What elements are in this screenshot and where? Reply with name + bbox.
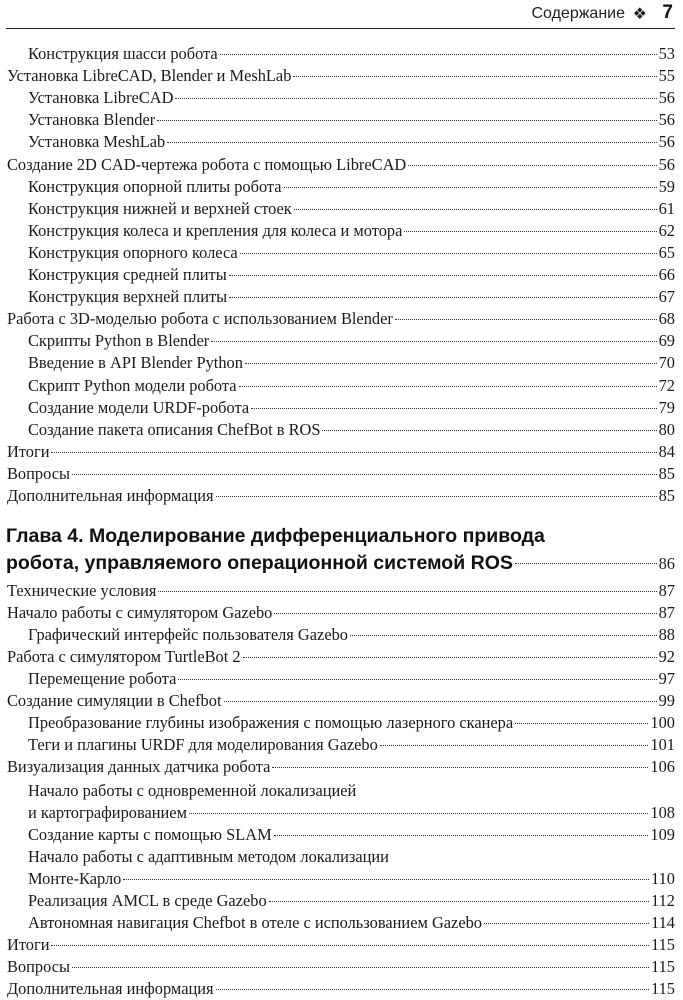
toc-entry-page: 69 [658, 331, 675, 351]
toc-entry-title: Дополнительная информация [7, 486, 214, 505]
leader-dots [274, 613, 656, 614]
toc-entry-page: 110 [651, 869, 675, 888]
toc-entry[interactable] [28, 397, 675, 419]
toc-entry-title: Создание карты с помощью SLAM [28, 825, 272, 844]
toc-entry-page: 53 [658, 44, 675, 63]
toc-entry-page: 87 [658, 581, 675, 600]
toc-entry-page: 80 [658, 419, 675, 439]
toc-entry-title: Вопросы [7, 463, 70, 483]
leader-dots [294, 209, 657, 210]
toc-entry-page: 56 [658, 154, 675, 174]
leader-dots [350, 635, 657, 636]
toc-entry[interactable] [28, 286, 675, 308]
toc-entry-title: Конструкция опорного колеса [28, 242, 238, 262]
toc-entry[interactable] [7, 485, 675, 507]
toc-entry-title: Конструкция нижней и верхней стоек [28, 198, 292, 218]
toc-entry-page: 92 [658, 647, 675, 666]
toc-entry[interactable] [28, 734, 675, 756]
toc-entry-title: Вопросы [7, 957, 70, 976]
toc-entry-page: 55 [658, 66, 675, 86]
toc-entry[interactable] [28, 330, 675, 352]
toc-entry[interactable] [28, 176, 675, 198]
toc-entry[interactable] [7, 646, 675, 668]
toc-entry-title: Автономная навигация Chefbot в отеле с использованием Gazebo [28, 913, 482, 932]
running-head-title: Содержание [531, 5, 625, 22]
toc-entry-page: 109 [650, 825, 675, 844]
leader-dots [395, 319, 657, 320]
page-number: 7 [662, 2, 673, 23]
toc-entry-title: Скрипт Python модели робота [28, 375, 237, 395]
toc-entry[interactable] [28, 109, 675, 131]
toc-entry-page: 100 [650, 713, 675, 732]
leader-dots [229, 297, 656, 298]
toc-entry-page: 61 [658, 198, 675, 218]
toc-entry[interactable] [7, 154, 675, 176]
toc-entry-title: Создание пакета описания ChefBot в ROS [28, 419, 321, 439]
leader-dots [251, 408, 656, 409]
leader-dots [72, 474, 657, 475]
toc-entry[interactable] [7, 956, 675, 978]
leader-dots [158, 591, 656, 592]
toc-entry-page: 72 [658, 375, 675, 395]
toc-entry-title: Начало работы с симулятором Gazebo [7, 603, 273, 622]
toc-entry[interactable] [7, 441, 675, 463]
toc-entry[interactable] [7, 308, 675, 330]
toc-entry-title: Создание симуляции в Chefbot [7, 691, 222, 710]
leader-dots [484, 923, 649, 924]
toc-entry-title: Монте-Карло [28, 869, 122, 888]
toc-entry-title: Визуализация данных датчика робота [7, 757, 271, 776]
toc-entry-page: 97 [658, 669, 675, 688]
toc-entry[interactable] [28, 912, 675, 934]
page-header [0, 0, 683, 30]
toc-entry[interactable] [7, 978, 675, 1000]
leader-dots [224, 701, 657, 702]
toc-entry[interactable] [28, 220, 675, 242]
leader-dots [322, 430, 656, 431]
leader-dots [216, 989, 649, 990]
leader-dots [515, 563, 657, 564]
chapter-title-line1[interactable]: Глава 4. Моделирование дифференциального привода [6, 525, 545, 547]
leader-dots [123, 879, 649, 880]
toc-entry-title: Введение в API Blender Python [28, 353, 243, 373]
toc-entry[interactable] [28, 375, 675, 397]
toc-entry-page: 108 [650, 803, 675, 822]
toc-entry[interactable] [28, 87, 675, 109]
toc-entry[interactable] [7, 756, 675, 778]
toc-entry-title: Создание модели URDF-робота [28, 397, 250, 417]
toc-entry-page: 85 [658, 463, 675, 483]
toc-entry-title: Теги и плагины URDF для моделирования Gazebo [28, 735, 378, 754]
header-rule [6, 28, 675, 29]
toc-entry-title: Преобразование глубины изображения с помощью лазерного сканера [28, 713, 514, 732]
chapter-title-line2: робота, управляемого операционной системой ROS [6, 552, 513, 574]
toc-entry-page: 56 [658, 88, 675, 108]
toc-entry-title: Установка LibreCAD, Blender и MeshLab [7, 66, 292, 86]
leader-dots [220, 54, 657, 55]
toc-entry-title: Работа с симулятором TurtleBot 2 [7, 647, 241, 666]
leader-dots [51, 945, 649, 946]
toc-entry-page: 85 [658, 486, 675, 505]
leader-dots [243, 657, 657, 658]
leader-dots [240, 253, 657, 254]
leader-dots [178, 679, 656, 680]
toc-entry[interactable] [7, 65, 675, 87]
toc-entry-title: Скрипты Python в Blender [28, 331, 210, 351]
leader-dots [157, 120, 656, 121]
leader-dots [167, 142, 656, 143]
leader-dots [189, 813, 648, 814]
toc-entry-title: Конструкция средней плиты [28, 265, 227, 284]
toc-entry-title: Итоги [7, 441, 50, 461]
toc-entry-page: 59 [658, 176, 675, 196]
toc-entry[interactable] [28, 824, 675, 846]
toc-entry-page: 62 [658, 220, 675, 240]
toc-entry-title: Реализация AMCL в среде Gazebo [28, 891, 267, 910]
toc-entry-line1[interactable]: Начало работы с одновременной локализацией [28, 781, 357, 800]
toc-entry-page: 99 [658, 691, 675, 710]
toc-entry[interactable] [28, 198, 675, 220]
toc-entry[interactable] [28, 890, 675, 912]
toc-entry[interactable] [28, 352, 675, 374]
leader-dots [72, 967, 649, 968]
toc-entry-page: 56 [658, 132, 675, 152]
toc-entry-page: 88 [658, 625, 675, 644]
leader-dots [293, 76, 656, 77]
toc-entry-title: Установка LibreCAD [28, 88, 174, 108]
leader-dots [404, 231, 656, 232]
leader-dots [51, 452, 656, 453]
toc-entry[interactable] [28, 43, 675, 65]
leader-dots [229, 275, 657, 276]
chapter-entry[interactable] [6, 550, 675, 576]
toc-entry-page: 79 [658, 397, 675, 417]
toc-entry-title: Итоги [7, 935, 50, 954]
toc-entry[interactable] [28, 242, 675, 264]
toc-entry-title: Конструкция колеса и крепления для колеса и мотора [28, 220, 403, 240]
toc-entry-title: Технические условия [7, 581, 157, 600]
leader-dots [284, 187, 657, 188]
toc-entry-page: 112 [651, 891, 675, 910]
fleuron-icon: ❖ [632, 4, 647, 23]
toc-entry-title: и картографированием [28, 803, 187, 822]
toc-entry-title: Работа с 3D-моделью робота с использованием Blender [7, 309, 393, 329]
leader-dots [408, 165, 656, 166]
toc-entry[interactable] [28, 624, 675, 646]
toc-entry-page: 115 [651, 935, 675, 954]
toc-entry[interactable] [7, 463, 675, 485]
leader-dots [239, 386, 657, 387]
toc-entry[interactable] [28, 668, 675, 690]
toc-entry-page: 68 [658, 309, 675, 329]
toc-entry[interactable] [28, 264, 675, 286]
leader-dots [245, 363, 657, 364]
leader-dots [274, 835, 649, 836]
toc-entry-title: Создание 2D CAD-чертежа робота с помощью LibreCAD [7, 154, 407, 174]
toc-entry-title: Конструкция опорной плиты робота [28, 176, 282, 196]
leader-dots [211, 341, 656, 342]
toc-entry[interactable] [28, 712, 675, 734]
leader-dots [216, 496, 657, 497]
toc-entry-page: 101 [650, 735, 675, 754]
toc-entry-page: 67 [658, 287, 675, 307]
toc-entry-page: 87 [658, 603, 675, 622]
toc-entry[interactable] [7, 580, 675, 602]
toc-entry-page: 56 [658, 110, 675, 130]
toc-entry-page: 65 [658, 242, 675, 262]
toc-entry-line1[interactable]: Начало работы с адаптивным методом локализации [28, 847, 389, 866]
toc-entry-title: Дополнительная информация [7, 979, 214, 998]
toc-entry[interactable] [28, 868, 675, 890]
leader-dots [272, 767, 648, 768]
leader-dots [269, 901, 649, 902]
toc-entry[interactable] [7, 934, 675, 956]
toc-entry-page: 70 [658, 353, 675, 373]
toc-entry-title: Установка Blender [28, 110, 156, 130]
toc-entry-page: 115 [651, 957, 675, 976]
toc-entry[interactable] [7, 602, 675, 624]
toc-entry-title: Конструкция шасси робота [28, 44, 218, 63]
toc-entry-page: 66 [658, 265, 675, 284]
leader-dots [175, 98, 656, 99]
toc-entry-page: 106 [650, 757, 675, 776]
toc-entry-page: 115 [651, 979, 675, 998]
toc-entry[interactable] [28, 131, 675, 153]
toc-entry-title: Графический интерфейс пользователя Gazebo [28, 625, 348, 644]
chapter-page: 86 [658, 554, 675, 573]
toc-entry-page: 114 [651, 913, 675, 932]
toc-entry[interactable] [28, 419, 675, 441]
toc-entry-page: 84 [658, 441, 675, 461]
toc-entry-title: Установка MeshLab [28, 132, 166, 152]
leader-dots [515, 723, 648, 724]
toc-entry-title: Перемещение робота [28, 669, 177, 688]
toc-entry[interactable] [7, 690, 675, 712]
toc-entry[interactable] [28, 802, 675, 824]
toc-entry-title: Конструкция верхней плиты [28, 287, 228, 307]
leader-dots [380, 745, 649, 746]
